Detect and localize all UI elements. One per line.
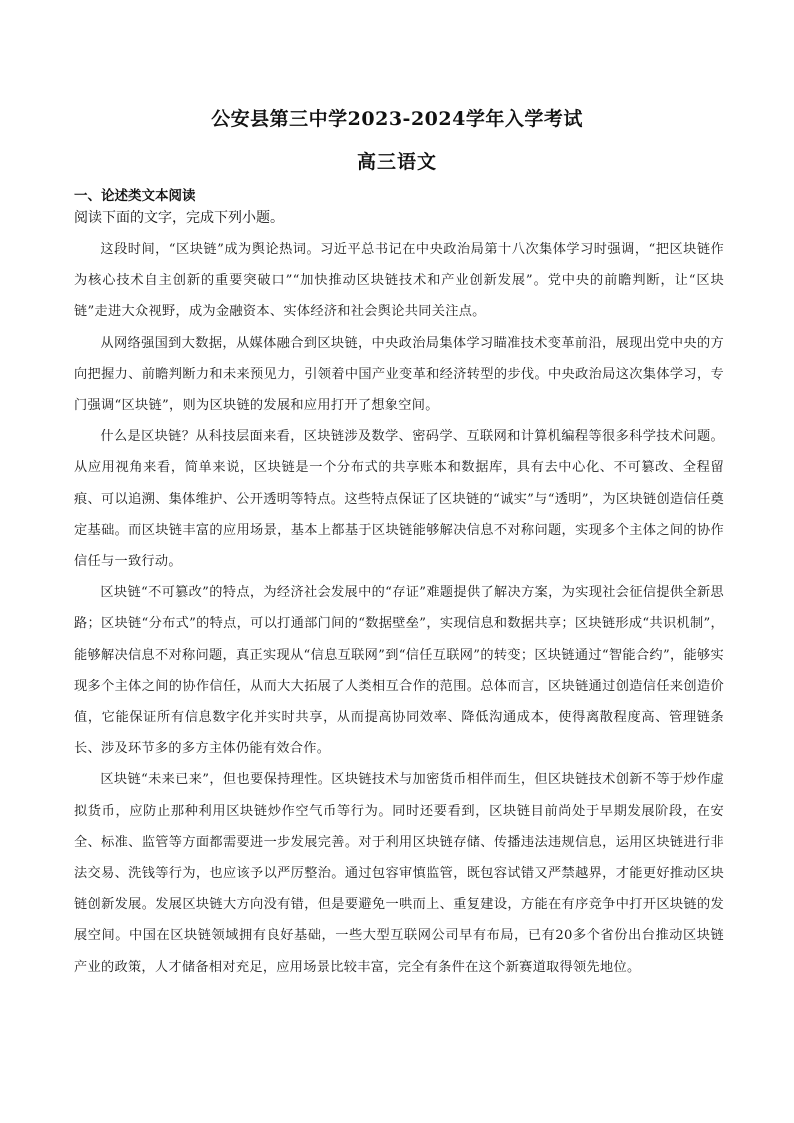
passage-paragraph-1: 这段时间，“区块链”成为舆论热词。习近平总书记在中央政治局第十八次集体学习时强调，“把区块链作为核心技术自主创新的重要突破口”“加快推动区块链技术和产业创新发展”。党中央的前瞻判断，让“区块链”走进大众视野，成为金融资本、实体经济和社会舆论共同关注点。: [74, 242, 724, 320]
passage-paragraph-5: 区块链“未来已来”，但也要保持理性。区块链技术与加密货币相伴而生，但区块链技术创新不等于炒作虚拟货币，应防止那种利用区块链炒作空气币等行为。同时还要看到，区块链目前尚处于早期发展阶段，在安全、标准、监管等方面都需要进一步发展完善。对于利用区块链存储、传播违法违规信息，运用区块链进行非法交易、洗钱等行为，也应该予以严厉整治。通过包容审慎监管，既包容试错又严禁越界，才能更好推动区块链创新发展。发展区块链大方向没有错，但是要避免一哄而上、重复建设，方能在有序竞争中打开区块链的发展空间。中国在区块链领域拥有良好基础，一些大型互联网公司早有布局，已有20多个省份出台推动区块链产业的政策，人才储备相对充足，应用场景比较丰富，完全有条件在这个新赛道取得领先地位。: [74, 772, 724, 975]
exam-title: 公安县第三中学2023-2024学年入学考试: [211, 108, 583, 130]
passage-paragraph-4: 区块链“不可篡改”的特点，为经济社会发展中的“存证”难题提供了解决方案，为实现社会征信提供全新思路；区块链“分布式”的特点，可以打通部门间的“数据壁垒”，实现信息和数据共享；区块链形成“共识机制”，能够解决信息不对称问题，真正实现从“信息互联网”到“信任互联网”的转变；区块链通过“智能合约”，能够实现多个主体之间的协作信任，从而大大拓展了人类相互合作的范围。总体而言，区块链通过创造信任来创造价值，它能保证所有信息数字化并实时共享，从而提高协同效率、降低沟通成本，使得离散程度高、管理链条长、涉及环节多的多方主体仍能有效合作。: [74, 585, 724, 757]
section-heading: 一、论述类文本阅读: [74, 188, 196, 204]
reading-instruction: 阅读下面的文字，完成下列小题。: [74, 210, 284, 226]
passage-paragraph-3: 什么是区块链？从科技层面来看，区块链涉及数学、密码学、互联网和计算机编程等很多科学技术问题。从应用视角来看，简单来说，区块链是一个分布式的共享账本和数据库，具有去中心化、不可篡改、全程留痕、可以追溯、集体维护、公开透明等特点。这些特点保证了区块链的“诚实”与“透明”，为区块链创造信任奠定基础。而区块链丰富的应用场景，基本上都基于区块链能够解决信息不对称问题，实现多个主体之间的协作信任与一致行动。: [74, 429, 724, 570]
passage-body: [74, 234, 724, 983]
passage-paragraph-2: 从网络强国到大数据，从媒体融合到区块链，中央政治局集体学习瞄准技术变革前沿，展现出党中央的方向把握力、前瞻判断力和未来预见力，引领着中国产业变革和经济转型的步伐。中央政治局这次集体学习，专门强调“区块链”，则为区块链的发展和应用打开了想象空间。: [74, 335, 724, 414]
subject-title: 高三语文: [356, 151, 437, 173]
